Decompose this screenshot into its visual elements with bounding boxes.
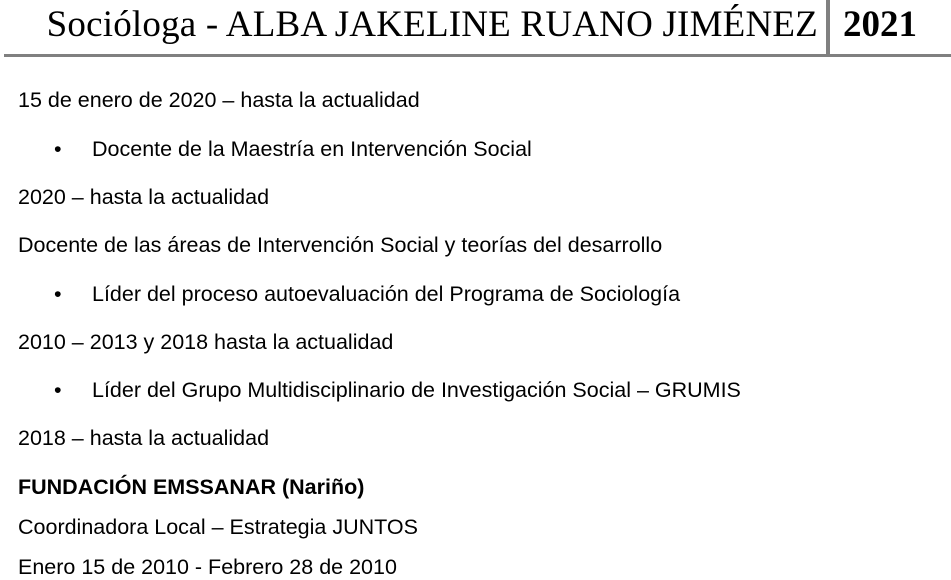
bullet-icon: • xyxy=(54,378,62,402)
page-header xyxy=(0,0,951,58)
header-separator xyxy=(826,0,830,57)
header-rule xyxy=(4,54,951,57)
list-item-text: Líder del proceso autoevaluación del Programa de Sociología xyxy=(92,282,681,306)
organization-name: FUNDACIÓN EMSSANAR (Nariño) xyxy=(18,475,365,499)
date-range-grumis: 2018 – hasta la actualidad xyxy=(18,426,270,450)
bullet-icon: • xyxy=(54,282,62,306)
list-item-text: Líder del Grupo Multidisciplinario de Investigación Social – GRUMIS xyxy=(92,378,741,402)
date-range-emssanar: Enero 15 de 2010 - Febrero 28 de 2010 xyxy=(18,555,397,579)
header-year: 2021 xyxy=(843,4,917,45)
header-title: Socióloga - ALBA JAKELINE RUANO JIMÉNEZ xyxy=(46,4,818,45)
date-range-maestria: 15 de enero de 2020 – hasta la actualidad xyxy=(18,88,420,112)
date-range-autoevaluacion: 2010 – 2013 y 2018 hasta la actualidad xyxy=(18,330,394,354)
date-range-docente: 2020 – hasta la actualidad xyxy=(18,185,270,209)
role-description: Docente de las áreas de Intervención Social y teorías del desarrollo xyxy=(18,233,663,257)
job-title: Coordinadora Local – Estrategia JUNTOS xyxy=(18,515,418,539)
bullet-icon: • xyxy=(54,137,62,161)
list-item-text: Docente de la Maestría en Intervención Social xyxy=(92,137,532,161)
